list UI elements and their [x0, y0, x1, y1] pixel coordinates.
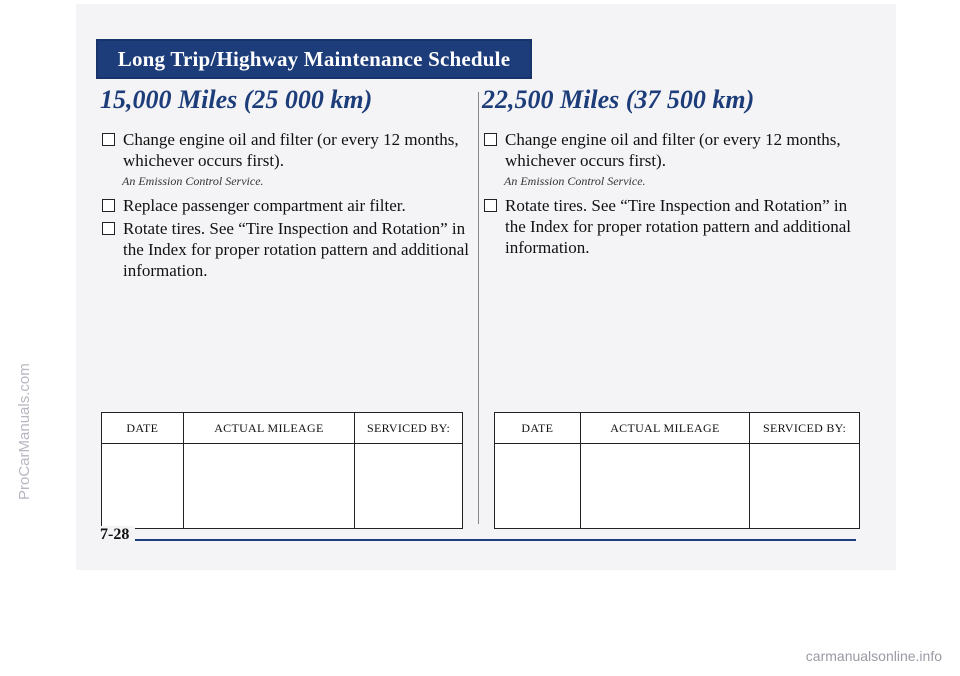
left-task-air-filter: [100, 195, 470, 216]
task-text: Rotate tires. See “Tire Inspection and Rotation” in the Index for proper rotation pattern and additional information.: [123, 219, 470, 280]
right-task-oil: [482, 129, 862, 171]
serviced-by-column-header: SERVICED BY:: [750, 413, 860, 444]
section-title: Long Trip/Highway Maintenance Schedule: [117, 46, 511, 71]
right-service-log-table: [494, 412, 860, 529]
table-row: [495, 444, 860, 529]
date-column-header: DATE: [495, 413, 581, 444]
left-column: [100, 85, 470, 283]
footer-rule: [100, 539, 856, 541]
task-text: Replace passenger compartment air filter.: [123, 196, 406, 215]
task-text: Change engine oil and filter (or every 12 months, whichever occurs first).: [123, 130, 459, 170]
emission-note: An Emission Control Service.: [122, 174, 264, 188]
site-credit-text: carmanualsonline.info: [805, 648, 942, 664]
checkbox-icon[interactable]: [484, 133, 497, 146]
mileage-cell[interactable]: [183, 444, 355, 529]
left-mileage-heading: 15,000 Miles (25 000 km): [100, 85, 373, 114]
emission-note: An Emission Control Service.: [504, 174, 646, 188]
column-divider: [478, 92, 479, 524]
checkbox-icon[interactable]: [102, 133, 115, 146]
table-header-row: [102, 413, 463, 444]
mileage-cell[interactable]: [580, 444, 750, 529]
mileage-column-header: ACTUAL MILEAGE: [183, 413, 355, 444]
right-mileage-heading: 22,500 Miles (37 500 km): [482, 85, 755, 114]
task-text: Rotate tires. See “Tire Inspection and Rotation” in the Index for proper rotation pattern and additional information.: [505, 196, 852, 257]
date-cell[interactable]: [102, 444, 184, 529]
serviced-by-cell[interactable]: [355, 444, 463, 529]
left-task-rotate-tires: [100, 218, 470, 281]
task-text: Change engine oil and filter (or every 12 months, whichever occurs first).: [505, 130, 841, 170]
table-header-row: [495, 413, 860, 444]
checkbox-icon[interactable]: [102, 222, 115, 235]
serviced-by-cell[interactable]: [750, 444, 860, 529]
right-column: [482, 85, 862, 260]
right-task-rotate-tires: [482, 195, 862, 258]
left-task-oil: [100, 129, 470, 171]
serviced-by-column-header: SERVICED BY:: [355, 413, 463, 444]
checkbox-icon[interactable]: [102, 199, 115, 212]
checkbox-icon[interactable]: [484, 199, 497, 212]
date-column-header: DATE: [102, 413, 184, 444]
left-service-log-table: [101, 412, 463, 529]
page-number: 7-28: [100, 526, 135, 544]
table-row: [102, 444, 463, 529]
date-cell[interactable]: [495, 444, 581, 529]
watermark-text: ProCarManuals.com: [16, 363, 33, 500]
section-header-bar: [96, 39, 532, 79]
mileage-column-header: ACTUAL MILEAGE: [580, 413, 750, 444]
